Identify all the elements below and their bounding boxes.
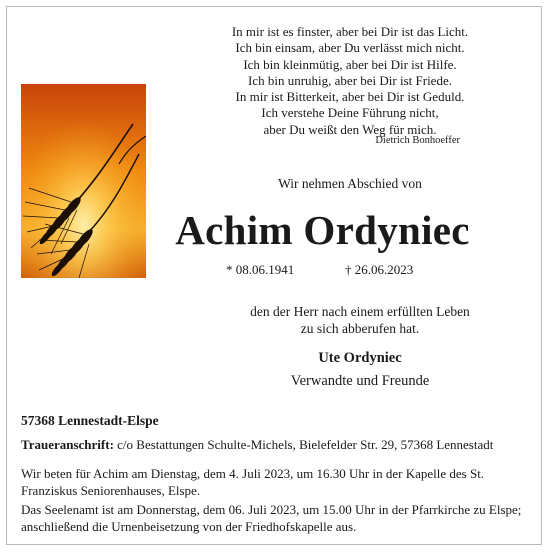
poem xyxy=(190,24,510,138)
poem-line: In mir ist Bitterkeit, aber bei Dir ist Geduld. xyxy=(235,89,465,105)
address-value: c/o Bestattungen Schulte-Michels, Bielefelder Str. 29, 57368 Lennestadt xyxy=(113,437,494,452)
prayer-info: Wir beten für Achim am Dienstag, dem 4. Juli 2023, um 16.30 Uhr in der Kapelle des St. Franziskus Seniorenhauses, Elspe. xyxy=(21,466,485,498)
poem-line: aber Du weißt den Weg für mich. xyxy=(263,121,437,137)
poem-line: Ich verstehe Deine Führung nicht, xyxy=(261,105,439,121)
death-date: † 26.06.2023 xyxy=(345,262,414,277)
poem-line: Ich bin einsam, aber Du verlässt mich nicht. xyxy=(235,40,465,56)
poem-line: Ich bin unruhig, aber bei Dir ist Friede. xyxy=(248,72,452,88)
mourner-name: Ute Ordyniec xyxy=(318,350,402,366)
address-label: Traueranschrift: xyxy=(21,437,114,452)
poem-author: Dietrich Bonhoeffer xyxy=(375,135,460,146)
deceased-name: Achim Ordyniec xyxy=(175,207,470,253)
poem-line: Ich bin kleinmütig, aber bei Dir ist Hilfe. xyxy=(243,56,457,72)
wheat-ears-sunset-icon xyxy=(21,84,146,278)
farewell-phrase xyxy=(170,303,550,337)
place-line: 57368 Lennestadt-Elspe xyxy=(21,413,159,428)
poem-line: In mir ist es finster, aber bei Dir ist das Licht. xyxy=(231,24,469,39)
relatives-line: Verwandte und Freunde xyxy=(290,373,430,389)
farewell-intro: Wir nehmen Abschied von xyxy=(278,176,422,191)
phrase-line: zu sich abberufen hat. xyxy=(300,321,420,336)
birth-date: * 08.06.1941 xyxy=(226,262,295,277)
requiem-info: Das Seelenamt ist am Donnerstag, dem 06. Juli 2023, um 15.00 Uhr in der Pfarrkirche zu Elspe; anschließend die Urnenbeisetzung von der Friedhofskapelle aus. xyxy=(21,502,522,534)
phrase-line: den der Herr nach einem erfüllten Leben xyxy=(250,304,470,319)
mourning-address xyxy=(21,437,493,453)
